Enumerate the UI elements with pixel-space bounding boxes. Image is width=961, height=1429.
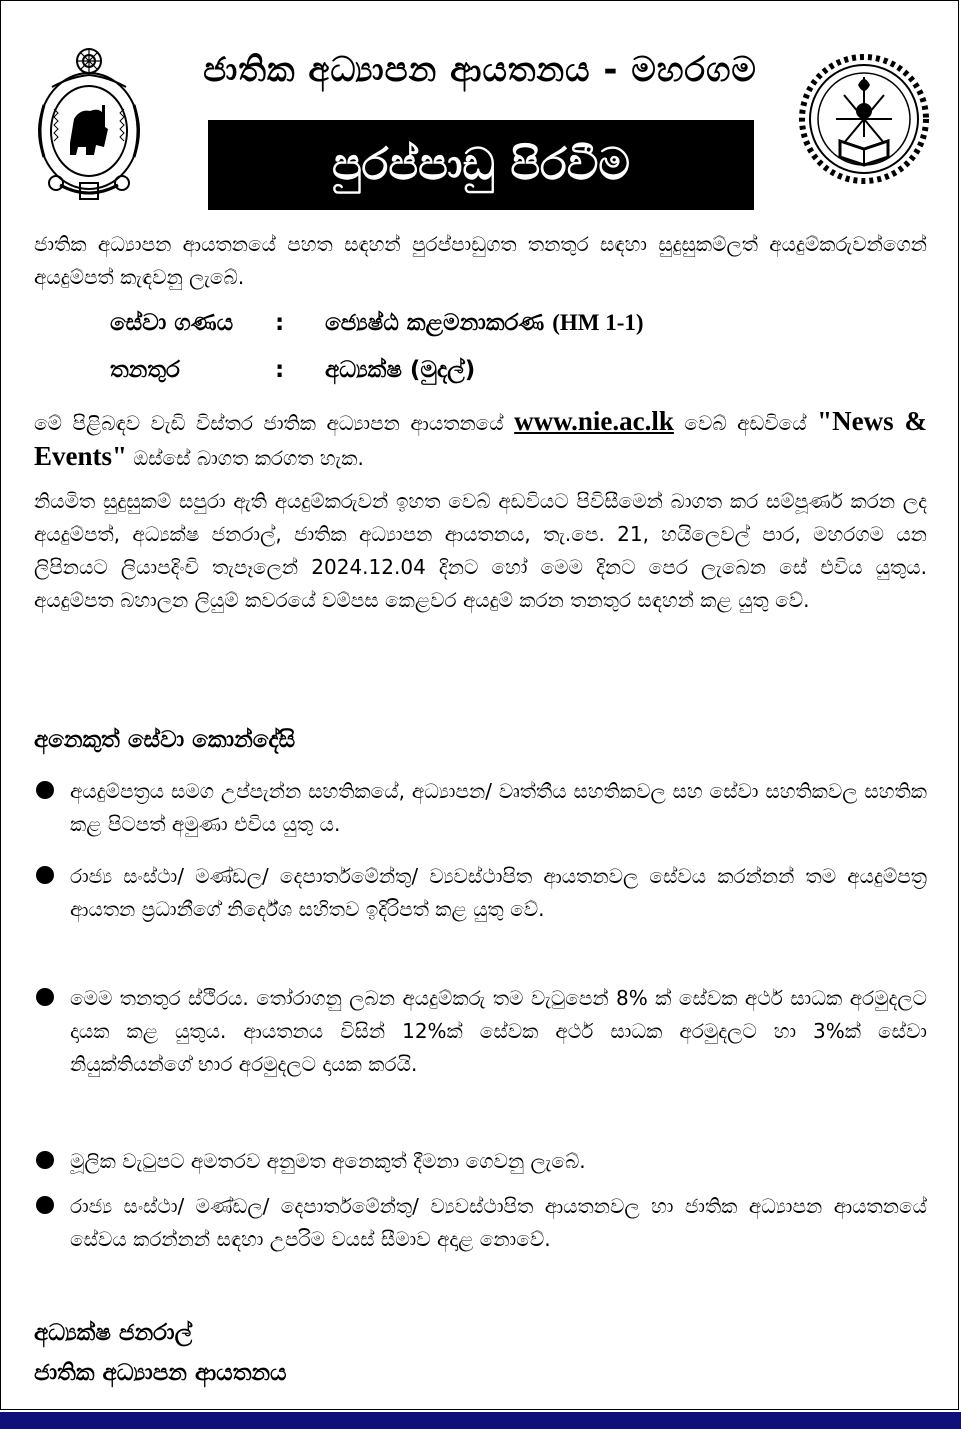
position-separator: :: [275, 357, 285, 383]
vacancy-banner: පුරප්පාඩු පිරවීම: [208, 120, 754, 210]
news-events-section: "News & Events": [34, 406, 927, 471]
position-value: අධ්‍යක්ෂ (මුදල්): [325, 357, 476, 383]
website-link[interactable]: www.nie.ac.lk: [514, 406, 674, 436]
bullet-icon: [36, 988, 54, 1006]
condition-item: [34, 982, 927, 1081]
condition-text: රාජ්‍ය සංස්ථා/ මණ්ඩල/ දෙපාර්තමේන්තු/ ව්‍යවස්ථාපිත ආයතනවල හා ජාතික අධ්‍යාපන ආයතනයේ සේවය කරන්නන් සඳහා උපරිම වයස් සීමාව අදාළ නොවේ.: [70, 1194, 927, 1251]
condition-text: අයදුම්පත්‍රය සමග උප්පැන්න සහතිකයේ, අධ්‍යාපන/ වෘත්තීය සහතිකවල සහ සේවා සහතිකවල සහතික කළ පිටපත් අමුණා එවිය යුතු ය.: [70, 779, 927, 836]
institute-title: ජාතික අධ්‍යාපන ආයතනය - මහරගම: [203, 50, 757, 90]
condition-item: [34, 1145, 927, 1178]
bullet-icon: [36, 781, 54, 799]
condition-item: [34, 775, 927, 841]
condition-text: මූලික වැටුපට අමතරව අනුමත අනෙකුත් දීමනා ගෙවනු ලැබේ.: [70, 1149, 586, 1173]
conditions-heading: අනෙකුත් සේවා කොන්දේසි: [34, 727, 296, 753]
details-text-after: වෙබ් අඩවියේ: [684, 411, 807, 435]
intro-paragraph: ජාතික අධ්‍යාපන ආයතනයේ පහත සඳහන් පුරප්පාඩුගත තනතුර සඳහා සුදුසුකම්ලත් අයදුම්කරුවන්ගෙන් අයදුම්පත් කැඳවනු ලැබේ.: [34, 232, 927, 289]
condition-text: මෙම තනතුර ස්ථිරය. තෝරාගනු ලබන අයදුම්කරු තම වැටුපෙන් 8% ක් සේවක අර්ථ සාධක අරමුදලට දායක කළ යුතුය. ආයතනය විසින් 12%ක් සේවක අර්ථ සාධක අරමුදලට හා 3%ක් සේවා නියුක්තියන්ගේ භාර අරමුදලට දායක කරයි.: [70, 986, 927, 1076]
service-label: සේවා ගණය: [110, 310, 234, 336]
service-row: [110, 310, 644, 336]
nie-logo-icon: [798, 45, 930, 193]
bullet-icon: [36, 1196, 54, 1214]
condition-item: [34, 1190, 927, 1256]
condition-item: [34, 860, 927, 926]
position-label: තනතුර: [110, 357, 180, 383]
condition-text: රාජ්‍ය සංස්ථා/ මණ්ඩල/ දෙපාර්තමේන්තු/ ව්‍යවස්ථාපිත ආයතනවල සේවය කරන්නන් තම අයදුම්පත්‍ර ආයතන ප්‍රධානීගේ නිර්දේශ සහිතව ඉදිරිපත් කළ යුතු වේ.: [70, 864, 927, 921]
details-text-before: මේ පිළිබඳව වැඩි විස්තර ජාතික අධ්‍යාපන ආයතනයේ: [34, 411, 504, 435]
signatory-title: අධ්‍යක්ෂ ජනරාල්: [34, 1320, 193, 1346]
service-code: (HM 1-1): [552, 310, 644, 335]
application-paragraph: නියමිත සුදුසුකම් සපුරා ඇති අයදුම්කරුවන් ඉහත වෙබ් අඩවියට පිවිසීමෙන් බාගත කර සම්පූර්ණ කරන ලද අයදුම්පත්, අධ්‍යක්ෂ ජනරාල්, ජාතික අධ්‍යාපන ආයතනය, තැ.පෙ. 21, හයිලෙවල් පාර, මහරගම යන ලිපිනයට ලියාපදිංචි තැපෑලෙන් 2024.12.04 දිනට හෝ මෙම දිනට පෙර ලැබෙන සේ එවිය යුතුය. අයදුම්පත බහාලන ලියුම් කවරයේ වම්පස කෙළවර අයදුම් කරන තනතුර සඳහන් කළ යුතු වේ.: [34, 489, 927, 612]
bullet-icon: [36, 866, 54, 884]
service-value: ජ්‍යෙෂ්ඨ කළමනාකරණ: [325, 310, 545, 336]
footer-bar: [0, 1412, 961, 1429]
service-separator: :: [275, 310, 285, 336]
details-text-end: ඔස්සේ බාගත කරගත හැක.: [133, 446, 364, 470]
bullet-icon: [36, 1151, 54, 1169]
position-row: [110, 357, 475, 383]
details-paragraph: [34, 405, 927, 475]
state-emblem-icon: [30, 35, 148, 203]
signatory-organization: ජාතික අධ්‍යාපන ආයතනය: [34, 1360, 287, 1386]
